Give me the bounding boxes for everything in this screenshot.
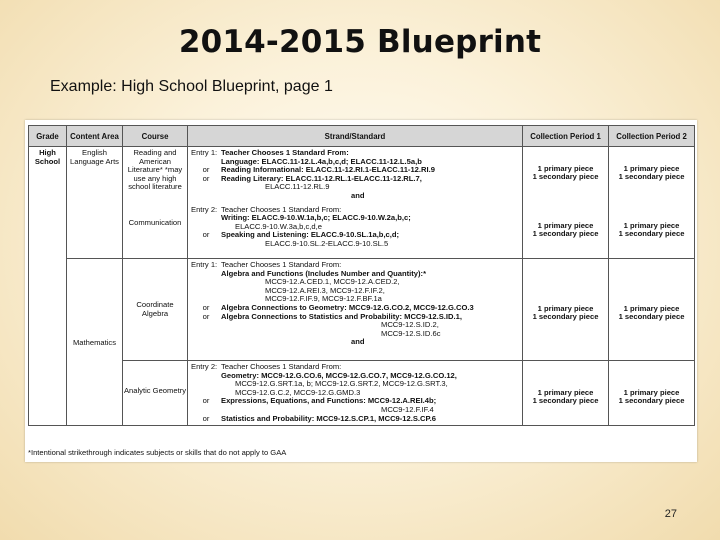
- grade-cell: High School: [29, 147, 67, 426]
- strand-text: ELACC.11-12.RL.9: [265, 183, 330, 192]
- cp1-math-primary-1: 1 primary piece: [537, 304, 594, 313]
- cp2-ela-secondary-1: 1 secondary piece: [618, 172, 685, 182]
- strand-prefix: Entry 2:: [191, 205, 218, 214]
- strand-text: Algebra Connections to Geometry: MCC9-12.G.CO.2, MCC9-12.G.CO.3: [221, 303, 474, 312]
- strand-line: [191, 270, 519, 279]
- cp2-cell-math: [609, 259, 695, 426]
- slide-subtitle: Example: High School Blueprint, page 1: [50, 78, 333, 95]
- cp2-ela-primary-2: 1 primary piece: [623, 220, 680, 230]
- cp1-ela-primary-1: 1 primary piece: [537, 164, 594, 173]
- content-area-math: Mathematics: [67, 259, 123, 426]
- strand-prefix: or: [202, 312, 210, 321]
- cp1-cell-math: [523, 259, 609, 426]
- strand-text: and: [351, 338, 365, 347]
- table-row: [29, 259, 695, 426]
- strand-prefix: or: [202, 414, 210, 423]
- strand-prefix: Entry 1:: [191, 261, 218, 269]
- strand-line: [191, 372, 519, 381]
- strand-prefix: or: [202, 231, 210, 240]
- strand-prefix: or: [202, 174, 210, 183]
- course-literature: Reading and American Literature* *may use any high school literature: [127, 148, 183, 192]
- course-cell-ela: [123, 147, 188, 259]
- ela-entry-1: [191, 149, 519, 201]
- blueprint-table: [28, 125, 695, 426]
- strand-prefix: Entry 2:: [191, 363, 218, 371]
- math-entry-2: [188, 361, 522, 425]
- math-entry-1: [188, 259, 522, 361]
- strand-text: MCC9-12.F.IF.9, MCC9-12.F.BF.1a: [265, 295, 382, 304]
- strand-prefix: Entry 1:: [191, 149, 218, 157]
- strand-text: Expressions, Equations, and Functions: MCC9-12.A.REI.4b;: [221, 397, 437, 406]
- strand-line: [191, 397, 519, 406]
- cp1-ela-primary-2: 1 primary piece: [537, 220, 594, 230]
- slide-title: 2014-2015 Blueprint: [178, 24, 542, 60]
- strand-line: [191, 313, 519, 322]
- strand-text: Teacher Chooses 1 Standard From:: [221, 149, 349, 157]
- cp1-ela-secondary-1: 1 secondary piece: [532, 172, 599, 182]
- cp2-math-secondary-2: 1 secondary piece: [618, 396, 685, 406]
- content-area-ela: English Language Arts: [67, 147, 123, 259]
- strand-line: [191, 278, 519, 287]
- strand-text: Writing: ELACC.9-10.W.1a,b,c; ELACC.9-10.W.2a,b,c;: [221, 214, 411, 223]
- strand-line: [191, 287, 519, 296]
- strand-text: ELACC.9-10.SL.2-ELACC.9-10.SL.5: [265, 239, 389, 248]
- table-row: [29, 147, 695, 259]
- cp2-ela-secondary-2: 1 secondary piece: [618, 229, 685, 239]
- strand-line: [191, 149, 519, 158]
- course-analytic-geometry: Analytic Geometry: [123, 386, 187, 395]
- cp2-math-primary-1: 1 primary piece: [623, 304, 680, 313]
- cp2-cell-ela: [609, 147, 695, 259]
- strand-cell-math: [188, 259, 523, 426]
- strand-text: MCC9-12.A.CED.1, MCC9-12.A.CED.2,: [265, 278, 400, 287]
- strand-prefix: or: [202, 397, 210, 406]
- strand-line: [191, 223, 519, 232]
- strand-line: [191, 406, 519, 415]
- strand-line: [191, 183, 519, 192]
- header-content-area: Content Area: [67, 126, 123, 147]
- strand-line: [191, 231, 519, 240]
- strand-text: MCC9-12.F.IF.4: [381, 405, 434, 414]
- strand-text: Language: ELACC.11-12.L.4a,b,c,d; ELACC.11-12.L.5a,b: [221, 157, 422, 166]
- cp1-ela-secondary-2: 1 secondary piece: [532, 229, 599, 239]
- strand-line: [191, 261, 519, 270]
- strand-text: Algebra and Functions (Includes Number and Quantity):*: [221, 269, 427, 278]
- course-cell-math: [123, 259, 188, 426]
- strand-text: ELACC.9-10.W.3a,b,c,d,e: [235, 222, 322, 231]
- cp2-math-secondary-1: 1 secondary piece: [618, 312, 685, 322]
- strand-line: [191, 206, 519, 215]
- strand-line: [191, 295, 519, 304]
- strand-text: MCC9-12.G.C.2, MCC9-12.G.GMD.3: [235, 388, 361, 397]
- strand-line: [191, 192, 519, 201]
- cp1-math-primary-2: 1 primary piece: [537, 388, 594, 397]
- strand-line: [191, 321, 519, 330]
- blueprint-sheet: [25, 120, 697, 462]
- strand-text: Speaking and Listening: ELACC.9-10.SL.1a,b,c,d;: [221, 231, 400, 240]
- header-strand: Strand/Standard: [188, 126, 523, 147]
- strand-line: [191, 240, 519, 249]
- strand-text: and: [351, 191, 365, 200]
- strand-text: Teacher Chooses 1 Standard From:: [221, 205, 342, 214]
- strand-text: Statistics and Probability: MCC9-12.S.CP.1, MCC9-12.S.CP.6: [221, 414, 436, 423]
- strand-text: Algebra Connections to Statistics and Probability: MCC9-12.S.ID.1,: [221, 312, 462, 321]
- strand-line: [191, 304, 519, 313]
- strand-prefix: or: [202, 166, 210, 175]
- ela-entry-2: [191, 206, 519, 249]
- strand-text: Teacher Chooses 1 Standard From:: [221, 363, 342, 371]
- strand-line: [191, 158, 519, 167]
- strand-line: [191, 330, 519, 339]
- cp1-cell-ela: [523, 147, 609, 259]
- strand-line: [191, 380, 519, 389]
- strand-line: [191, 175, 519, 184]
- strand-line: [191, 338, 519, 347]
- strand-text: Reading Literary: ELACC.11-12.RL.1-ELACC.11-12.RL.7,: [221, 174, 422, 183]
- header-row: [29, 126, 695, 147]
- course-communication: Communication: [128, 218, 182, 227]
- strand-text: MCC9-12.S.ID.2,: [381, 321, 439, 330]
- strand-prefix: or: [202, 303, 210, 312]
- cp2-math-primary-2: 1 primary piece: [623, 388, 680, 397]
- cp2-ela-primary-1: 1 primary piece: [623, 164, 680, 173]
- strand-line: [191, 214, 519, 223]
- header-collection-period-2: Collection Period 2: [609, 126, 695, 147]
- strand-text: Geometry: MCC9-12.G.CO.6, MCC9-12.G.CO.7, MCC9-12.G.CO.12,: [221, 371, 457, 380]
- page-number: 27: [664, 508, 677, 520]
- footnote: *Intentional strikethrough indicates subjects or skills that do not apply to GAA: [28, 448, 287, 457]
- strand-text: MCC9-12.A.REI.3, MCC9-12.F.IF.2,: [265, 286, 385, 295]
- strand-cell-ela: [188, 147, 523, 259]
- header-collection-period-1: Collection Period 1: [523, 126, 609, 147]
- cp1-math-secondary-1: 1 secondary piece: [532, 312, 599, 322]
- strand-text: Teacher Chooses 1 Standard From:: [221, 261, 342, 269]
- strand-line: [191, 363, 519, 372]
- strand-line: [191, 389, 519, 398]
- strand-text: MCC9-12.G.SRT.1a, b; MCC9-12.G.SRT.2, MCC9-12.G.SRT.3,: [235, 380, 448, 389]
- strand-text: MCC9-12.S.ID.6c: [381, 329, 441, 338]
- strand-line: [191, 415, 519, 424]
- header-grade: Grade: [29, 126, 67, 147]
- course-coordinate-algebra: Coordinate Algebra: [123, 259, 187, 361]
- header-course: Course: [123, 126, 188, 147]
- strand-text: Reading Informational: ELACC.11-12.RI.1-ELACC.11-12.RI.9: [221, 166, 435, 175]
- cp1-math-secondary-2: 1 secondary piece: [532, 396, 599, 406]
- strand-line: [191, 166, 519, 175]
